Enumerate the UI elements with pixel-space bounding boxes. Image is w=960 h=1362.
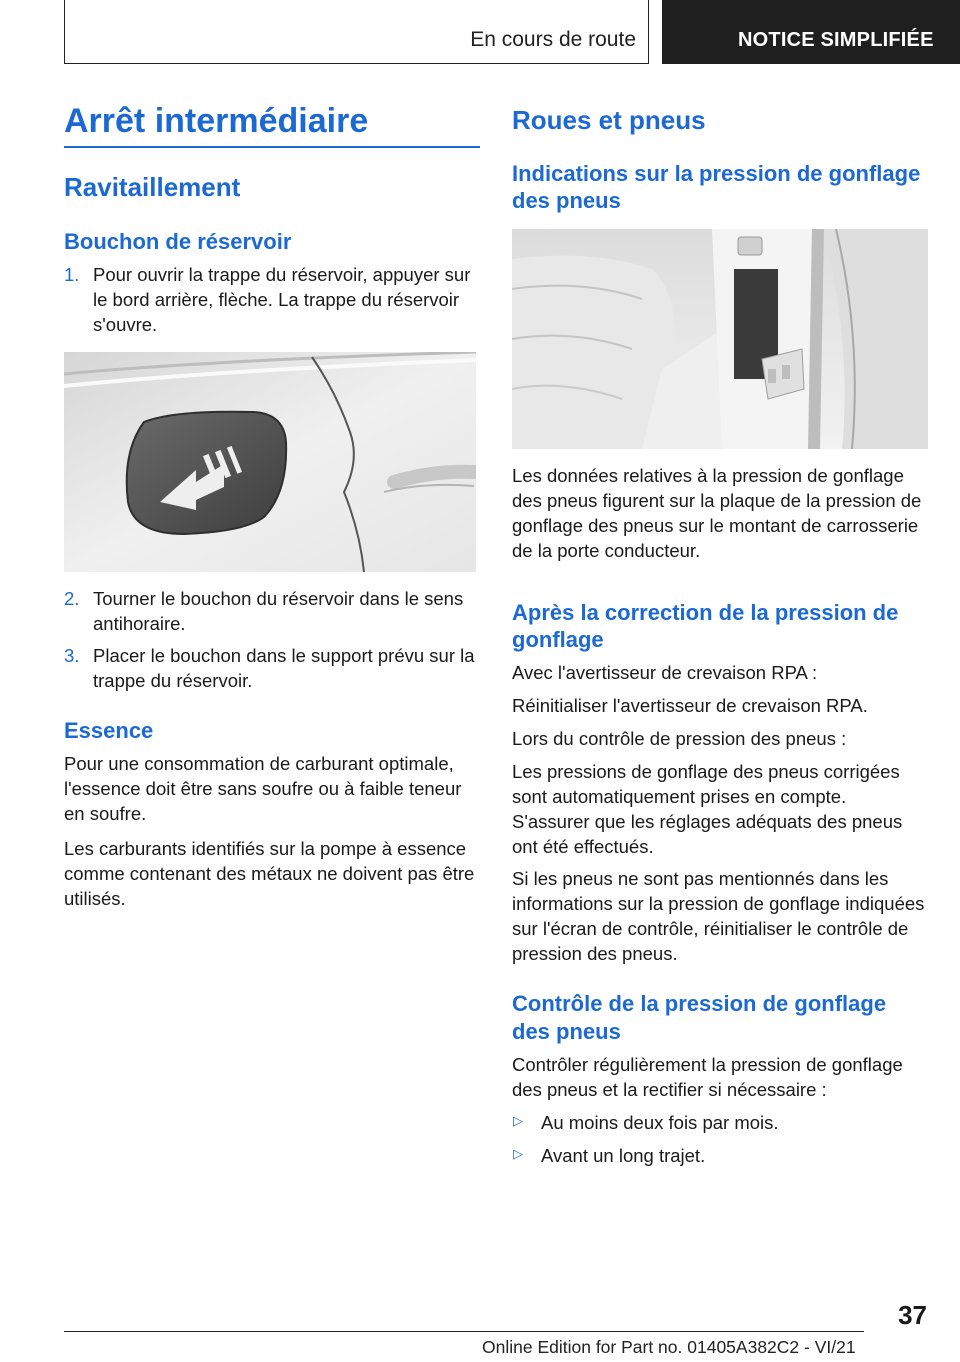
header-section-title: En cours de route <box>470 28 636 51</box>
header-tab-label: NOTICE SIMPLIFIÉE <box>738 29 934 51</box>
step-text: Tourner le bouchon du réservoir dans le sens antihoraire. <box>93 588 464 634</box>
check-paragraph: Contrôler régulièrement la pression de gonflage des pneus et la rectifier si nécessaire : <box>512 1054 903 1100</box>
step-3 <box>64 643 480 693</box>
after-paragraph-1: Avec l'avertisseur de crevaison RPA : <box>512 662 818 683</box>
bullet-text: Au moins deux fois par mois. <box>541 1112 779 1133</box>
subsection-heading-controle: Contrôle de la pression de gonflage des pneus <box>512 991 887 1044</box>
after-paragraph-5: Si les pneus ne sont pas mentionnés dans les informations sur la pression de gonflage indiquées sur l'écran de contrôle, réinitialiser le contrôle de pression des pneus. <box>512 868 925 964</box>
step-2 <box>64 586 480 636</box>
page-number: 37 <box>898 1300 927 1330</box>
section-heading-roues: Roues et pneus <box>512 105 706 135</box>
title-divider <box>64 146 480 148</box>
step-1 <box>64 262 480 337</box>
triangle-bullet-icon: ▷ <box>513 1113 523 1128</box>
bullet-text: Avant un long trajet. <box>541 1145 706 1166</box>
pressure-info-paragraph: Les données relatives à la pression de gonflage des pneus figurent sur la plaque de la pression de gonflage des pneus sur le montant de carrosserie de la porte conducteur. <box>512 465 922 561</box>
tire-pressure-plate-illustration <box>512 229 928 449</box>
after-paragraph-2: Réinitialiser l'avertisseur de crevaison RPA. <box>512 695 868 716</box>
step-number: 1. <box>64 264 80 285</box>
subsection-heading-indications: Indications sur la pression de gonflage des pneus <box>512 161 921 213</box>
triangle-bullet-icon: ▷ <box>513 1146 523 1161</box>
step-text: Pour ouvrir la trappe du réservoir, appuyer sur le bord arrière, flèche. La trappe du réservoir s'ouvre. <box>93 264 471 335</box>
step-number: 3. <box>64 645 80 666</box>
essence-paragraph-2: Les carburants identifiés sur la pompe à essence comme contenant des métaux ne doivent pas être utilisés. <box>64 838 475 909</box>
after-paragraph-4: Les pressions de gonflage des pneus corrigées sont automatiquement prises en compte. S'assurer que les réglages adéquats des pneus ont été effectués. <box>512 761 903 857</box>
fuel-flap-illustration <box>64 352 476 572</box>
page-title: Arrêt intermédiaire <box>64 102 369 140</box>
section-heading-ravitaillement: Ravitaillement <box>64 172 241 202</box>
step-number: 2. <box>64 588 80 609</box>
footer-edition: Online Edition for Part no. 01405A382C2 - VI/21 <box>482 1337 856 1357</box>
subsection-heading-bouchon: Bouchon de réservoir <box>64 229 292 254</box>
subsection-heading-essence: Essence <box>64 718 154 743</box>
bullet-item <box>512 1110 928 1135</box>
bullet-item <box>512 1143 928 1168</box>
step-text: Placer le bouchon dans le support prévu sur la trappe du réservoir. <box>93 645 475 691</box>
essence-paragraph-1: Pour une consommation de carburant optimale, l'essence doit être sans soufre ou à faible teneur en soufre. <box>64 753 462 824</box>
after-paragraph-3: Lors du contrôle de pression des pneus : <box>512 728 847 749</box>
footer-divider <box>64 1331 864 1332</box>
subsection-heading-apres-correction: Après la correction de la pression de gonflage <box>512 600 899 652</box>
